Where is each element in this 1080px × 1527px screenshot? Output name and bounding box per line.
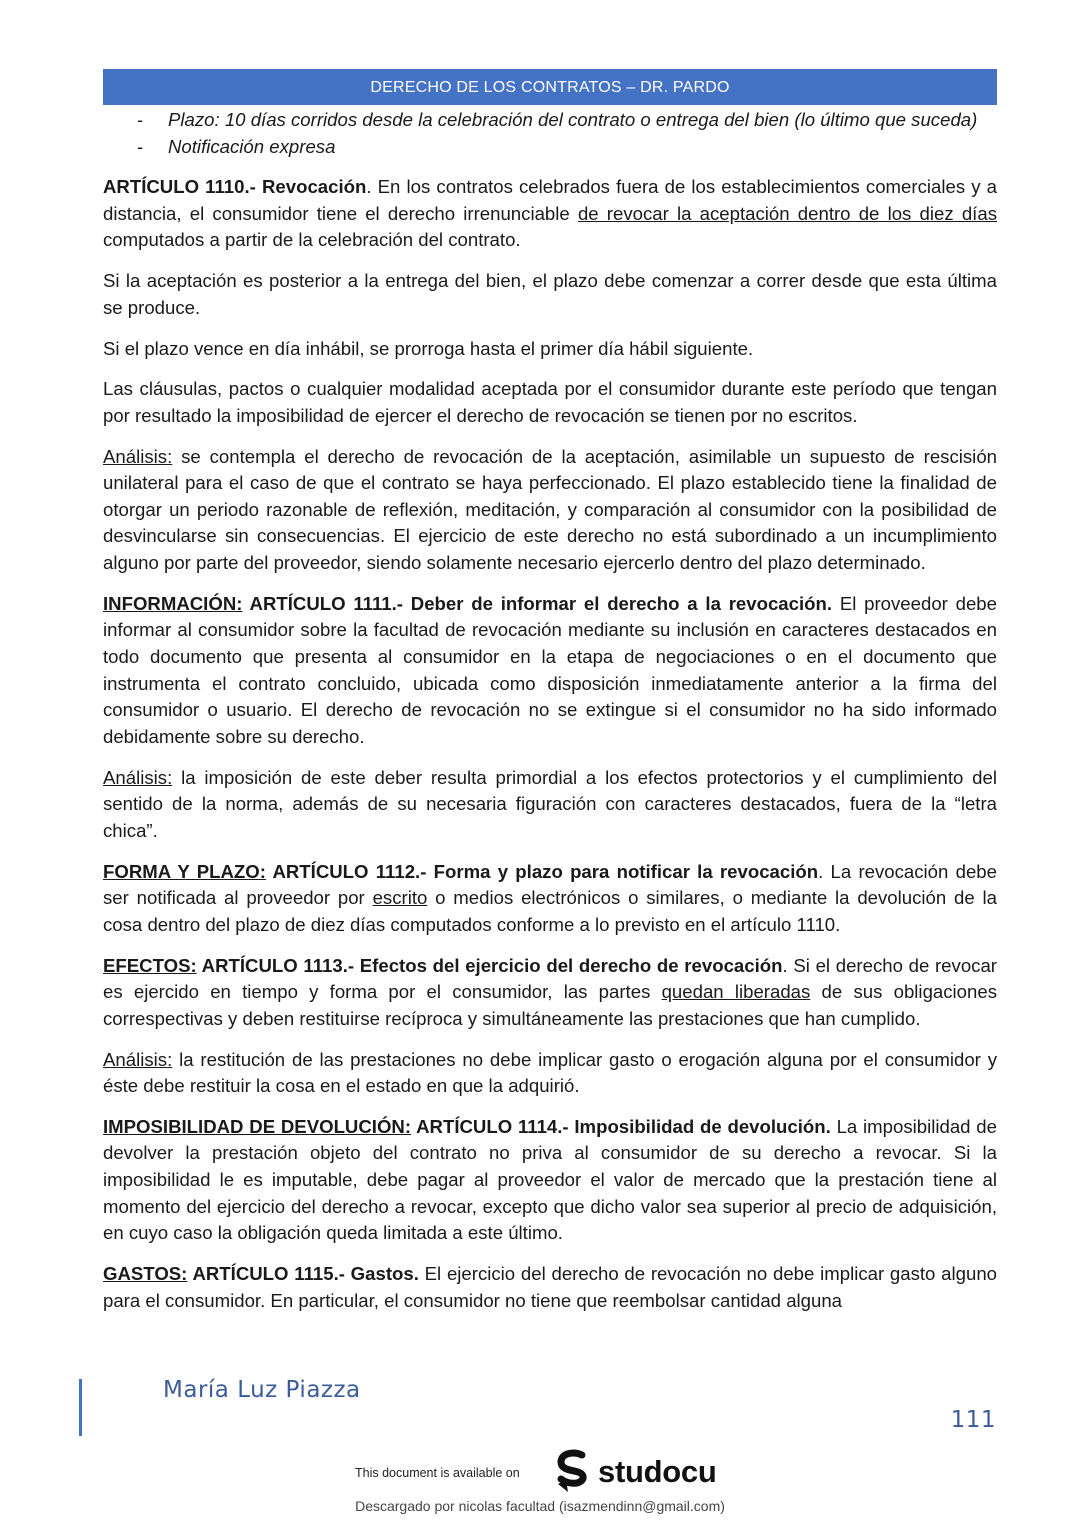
analysis-text: se contempla el derecho de revocación de la aceptación, asimilable un supuesto de rescisión unilateral para el caso de que el contrato se haya perfeccionado. El plazo establecido tiene la finalidad de otorgar un periodo razonable de reflexión, meditación, y comparación al consumidor con la posibilidad de desvincularse sin consecuencias. El ejercicio de este derecho no está subordinado a un incumplimiento alguno por parte del proveedor, siendo solamente necesario ejercerlo dentro del plazo determinado. bbox=[103, 445, 997, 574]
underlined-text: quedan liberadas bbox=[661, 981, 811, 1003]
bullet-text: Notificación expresa bbox=[168, 135, 336, 157]
article-1113 bbox=[103, 953, 997, 1033]
header-bar bbox=[103, 69, 997, 105]
article-text: . En los contratos celebrados fuera de los establecimientos comerciales y a distancia, el consumidor tiene el derecho irrenunciable bbox=[103, 176, 997, 224]
bullet-text: Plazo: 10 días corridos desde la celebración del contrato o entrega del bien (lo último que suceda) bbox=[168, 109, 978, 130]
page-number: 111 bbox=[950, 1407, 996, 1433]
page-content bbox=[103, 107, 997, 1328]
section-label: GASTOS: bbox=[103, 1263, 188, 1285]
article-heading: ARTÍCULO 1115.- Gastos. bbox=[187, 1263, 419, 1285]
article-heading: ARTÍCULO 1113.- Efectos del ejercicio del derecho de revocación bbox=[196, 954, 783, 976]
availability-note: This document is available on bbox=[355, 1466, 520, 1480]
section-label: IMPOSIBILIDAD DE DEVOLUCIÓN: bbox=[103, 1115, 412, 1137]
section-label: INFORMACIÓN: bbox=[103, 592, 243, 614]
article-text: El proveedor debe informar al consumidor sobre la facultad de revocación mediante su inclusión en caracteres destacados en todo documento que presenta al consumidor en la etapa de negociaciones o en el documento que instrumenta el contrato concluido, ubicada como disposición inmediatamente anterior a la firma del consumidor o usuario. El derecho de revocación no se extingue si el consumidor no ha sido informado debidamente sobre su derecho. bbox=[103, 592, 997, 747]
article-heading: ARTÍCULO 1112.- Forma y plazo para notificar la revocación bbox=[265, 860, 819, 882]
underlined-text: escrito bbox=[372, 887, 428, 909]
article-text: La imposibilidad de devolver la prestación objeto del contrato no priva al consumidor de su derecho a revocar. Si la imposibilidad le es imputable, debe pagar al proveedor el valor de mercado que la prestación tiene al momento del ejercicio del derecho a revocar, excepto que dicho valor sea superior al precio de adquisición, en cuyo caso la obligación queda limitada a este último. bbox=[103, 1115, 997, 1244]
analysis-label: Análisis: bbox=[103, 766, 173, 788]
article-text: o medios electrónicos o similares, o mediante la devolución de la cosa dentro del plazo de diez días computados conforme a lo previsto en el artículo 1110. bbox=[103, 887, 998, 935]
underlined-text: de revocar la aceptación dentro de los diez días bbox=[577, 202, 997, 224]
article-1111 bbox=[103, 591, 997, 751]
list-item bbox=[103, 107, 997, 134]
article-1110 bbox=[103, 174, 997, 254]
studocu-logo-icon bbox=[552, 1448, 596, 1497]
analysis-paragraph bbox=[103, 1047, 997, 1100]
analysis-paragraph bbox=[103, 444, 997, 577]
paragraph: Las cláusulas, pactos o cualquier modalidad aceptada por el consumidor durante este período que tengan por resultado la imposibilidad de ejercer el derecho de revocación se tienen por no escritos. bbox=[103, 378, 997, 426]
studocu-logo[interactable] bbox=[552, 1450, 716, 1494]
bullet-dash: - bbox=[137, 135, 144, 157]
list-item bbox=[103, 134, 997, 161]
article-heading: ARTÍCULO 1111.- Deber de informar el derecho a la revocación. bbox=[242, 592, 833, 614]
paragraph: Si la aceptación es posterior a la entrega del bien, el plazo debe comenzar a correr desde que esta última se produce. bbox=[103, 270, 997, 318]
analysis-label: Análisis: bbox=[103, 1048, 173, 1070]
section-label: FORMA Y PLAZO: bbox=[103, 860, 266, 882]
article-1115 bbox=[103, 1261, 997, 1314]
document-title: DERECHO DE LOS CONTRATOS – DR. PARDO bbox=[370, 79, 730, 96]
download-note: Descargado por nicolas facultad (isazmendinn@gmail.com) bbox=[355, 1498, 725, 1514]
article-heading: ARTÍCULO 1114.- Imposibilidad de devolución. bbox=[411, 1115, 831, 1137]
article-text: computados a partir de la celebración del contrato. bbox=[103, 229, 521, 251]
bullet-dash: - bbox=[137, 109, 144, 130]
analysis-paragraph bbox=[103, 765, 997, 845]
analysis-text: la restitución de las prestaciones no debe implicar gasto o erogación alguna por el consumidor y éste debe restituir la cosa en el estado en que la adquirió. bbox=[103, 1048, 997, 1097]
article-1112 bbox=[103, 859, 997, 939]
paragraph: Si el plazo vence en día inhábil, se prorroga hasta el primer día hábil siguiente. bbox=[103, 337, 754, 359]
section-label: EFECTOS: bbox=[103, 954, 197, 976]
analysis-label: Análisis: bbox=[103, 445, 173, 467]
article-text: . Si el derecho de revocar es ejercido en tiempo y forma por el consumidor, las partes bbox=[103, 954, 997, 1003]
author-name: María Luz Piazza bbox=[163, 1377, 361, 1403]
studocu-logo-text: studocu bbox=[598, 1454, 717, 1489]
article-text: de sus obligaciones correspectivas y deben restituirse recíproca y simultáneamente las prestaciones que han cumplido. bbox=[103, 981, 997, 1029]
article-1114 bbox=[103, 1114, 997, 1247]
footer-accent-line bbox=[79, 1379, 82, 1436]
article-heading: ARTÍCULO 1110.- Revocación bbox=[103, 176, 367, 198]
analysis-text: la imposición de este deber resulta primordial a los efectos protectorios y el cumplimiento del sentido de la norma, además de su necesaria figuración con caracteres destacados, fuera de la “letra chica”. bbox=[103, 766, 997, 841]
article-text: El ejercicio del derecho de revocación no debe implicar gasto alguno para el consumidor. En particular, el consumidor no tiene que reembolsar cantidad alguna bbox=[103, 1263, 997, 1311]
article-text: . La revocación debe ser notificada al proveedor por bbox=[103, 860, 997, 909]
bullet-list bbox=[103, 107, 997, 160]
